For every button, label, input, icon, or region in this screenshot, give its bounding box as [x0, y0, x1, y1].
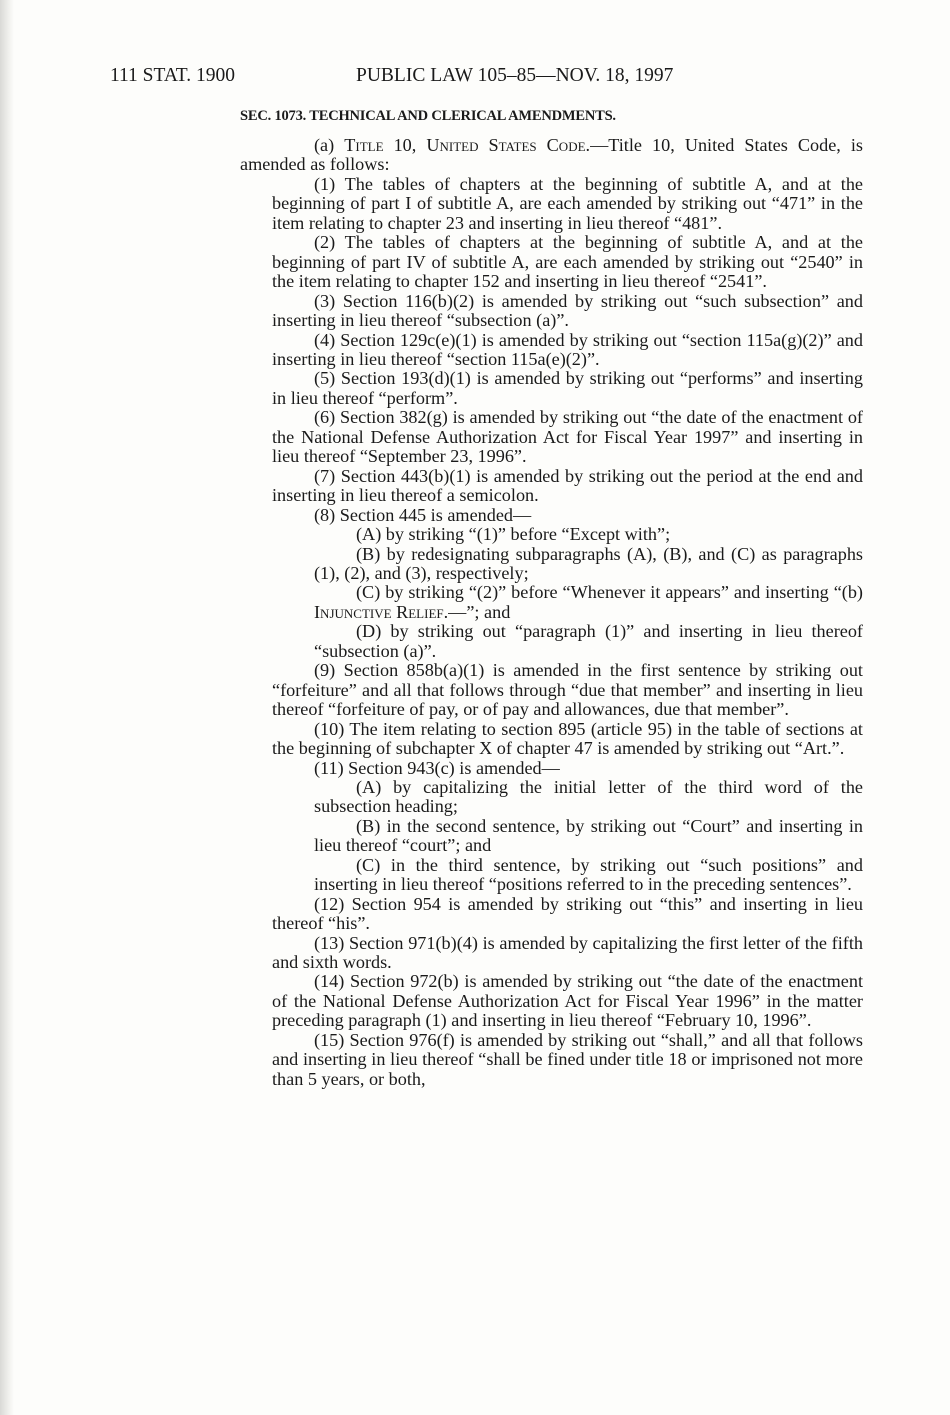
paragraph-11-item-b: (B) in the second sentence, by striking out “Court” and inserting in lieu thereof “court”; and [314, 815, 863, 856]
subsection-a-caption: Title 10, United States Code [344, 135, 586, 155]
paragraph-10: (10) The item relating to section 895 (article 95) in the table of sections at the beginning of subchapter X of chapter 47 is amended by striking out “Art.”. [272, 718, 863, 759]
paragraph-7: (7) Section 443(b)(1) is amended by striking out the period at the end and inserting in lieu thereof a semicolon. [272, 465, 863, 506]
paragraph-8-item-c [272, 583, 863, 622]
paragraph-4: (4) Section 129c(e)(1) is amended by striking out “section 115a(g)(2)” and inserting in lieu thereof “section 115a(e)(2)”. [272, 329, 863, 369]
stat-citation: 111 STAT. 1900 [110, 65, 236, 86]
paragraph-15: (15) Section 976(f) is amended by striking out “shall,” and all that follows and inserting in lieu thereof “shall be fined under title 18 or imprisoned not more than 5 years, or both, [272, 1029, 863, 1089]
paragraph-8: (8) Section 445 is amended— [314, 504, 532, 525]
section-text [240, 135, 864, 1089]
paragraph-8-item-b: (B) by redesignating subparagraphs (A), (B), and (C) as paragraphs (1), (2), and (3), respectively; [314, 543, 863, 583]
paragraph-12: (12) Section 954 is amended by striking out “this” and inserting in lieu thereof “his”. [272, 893, 863, 934]
paragraph-6: (6) Section 382(g) is amended by striking out “the date of the enactment of the National Defense Authorization Act for Fiscal Year 1997” and inserting in lieu thereof “September 23, 1996”. [272, 407, 863, 467]
paragraph-9: (9) Section 858b(a)(1) is amended in the first sentence by striking out “forfeiture” and all that follows through “due that member” and inserting in lieu thereof “forfeiture of pay, or of pay and allowances, due that member”. [272, 660, 863, 720]
running-head [0, 64, 950, 88]
paragraph-3: (3) Section 116(b)(2) is amended by striking out “such subsection” and inserting in lieu thereof “subsection (a)”. [272, 290, 863, 331]
paragraph-11-item-a: (A) by capitalizing the initial letter of the third word of the subsection heading; [314, 776, 863, 817]
scan-edge-shadow [0, 0, 14, 1415]
paragraph-8-item-a: (A) by striking “(1)” before “Except with”; [356, 524, 671, 545]
paragraph-11: (11) Section 943(c) is amended— [314, 757, 560, 778]
paragraph-5: (5) Section 193(d)(1) is amended by striking out “performs” and inserting in lieu thereof “perform”. [272, 368, 863, 408]
subsection-a-enum: (a) [314, 135, 345, 155]
paragraph-11-item-c: (C) in the third sentence, by striking out “such positions” and inserting in lieu thereof “positions referred to in the preceding sentences”. [314, 854, 863, 895]
public-law-citation: PUBLIC LAW 105–85—NOV. 18, 1997 [356, 65, 674, 86]
paragraph-8-item-d: (D) by striking out “paragraph (1)” and inserting in lieu thereof “subsection (a)”. [314, 621, 863, 661]
paragraph-13: (13) Section 971(b)(4) is amended by capitalizing the first letter of the fifth and sixth words. [272, 932, 863, 973]
paragraph-14: (14) Section 972(b) is amended by striking out “the date of the enactment of the National Defense Authorization Act for Fiscal Year 1996” in the matter preceding paragraph (1) and inserting in lieu thereof “February 10, 1996”. [272, 971, 863, 1031]
section-heading: SEC. 1073. TECHNICAL AND CLERICAL AMENDMENTS. [240, 108, 616, 124]
injunctive-relief-caption: Injunctive Relief [314, 601, 444, 622]
paragraph-1: (1) The tables of chapters at the beginning of subtitle A, and at the beginning of part I of subtitle A, are each amended by striking out “471” in the item relating to chapter 23 and inserting in lieu thereof “481”. [272, 173, 863, 233]
item-c-text-after: .—”; and [443, 601, 511, 622]
subsection-a-text: .—Title 10, United States Code, is amended as follows: [240, 135, 864, 175]
paragraph-2: (2) The tables of chapters at the beginning of subtitle A, and at the beginning of part IV of subtitle A, are each amended by striking out “2540” in the item relating to chapter 152 and inserting in lieu thereof “2541”. [272, 232, 863, 292]
subsection-a [240, 136, 863, 175]
item-c-text-before: (C) by striking “(2)” before “Whenever it appears” and inserting “(b) [356, 582, 863, 603]
